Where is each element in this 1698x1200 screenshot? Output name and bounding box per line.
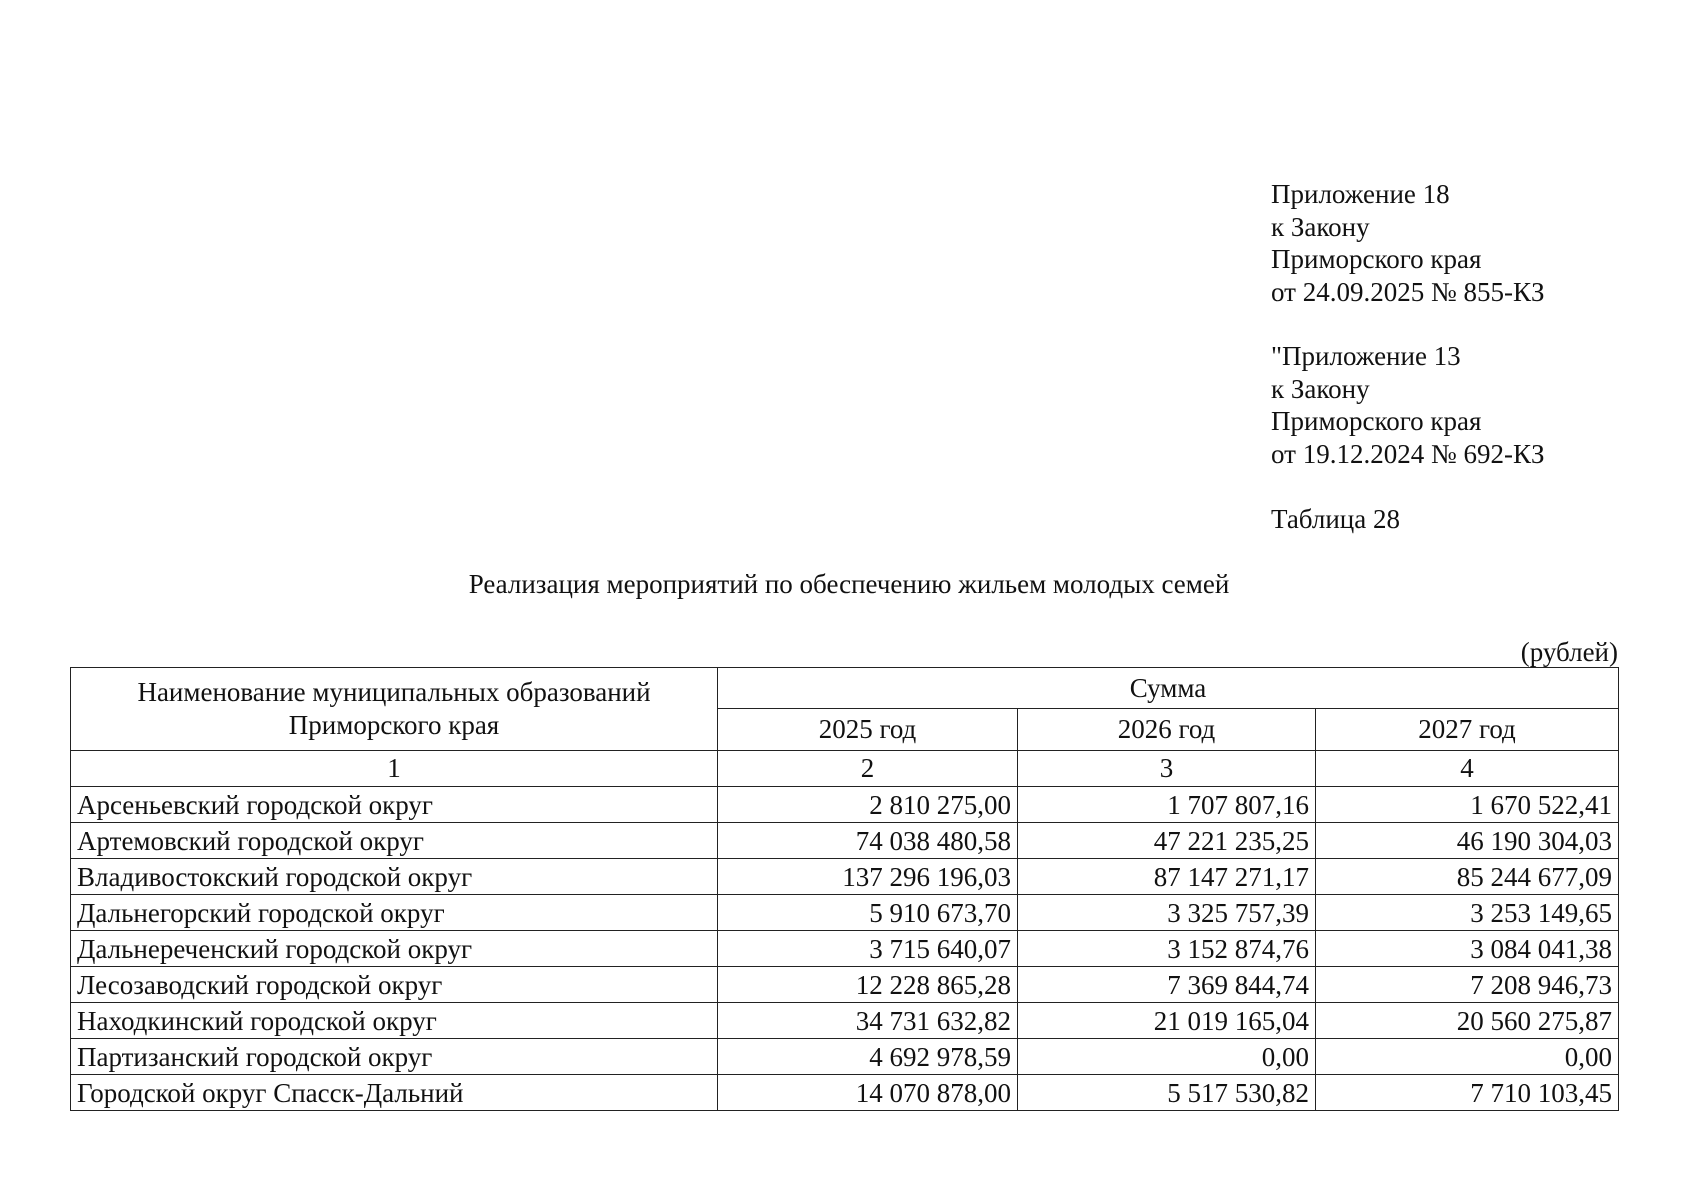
amount-2026: 1 707 807,16 xyxy=(1018,787,1316,823)
annex-original-line: Приморского края xyxy=(1271,406,1482,436)
annex-current-line: к Закону xyxy=(1271,211,1370,242)
municipality-name: Владивостокский городской округ xyxy=(71,859,718,895)
table-row xyxy=(71,931,1619,967)
amount-2026: 7 369 844,74 xyxy=(1018,967,1316,1003)
annex-current-block xyxy=(1271,178,1544,308)
annex-current-line: от 24.09.2025 № 855-КЗ xyxy=(1271,276,1545,307)
table-row xyxy=(71,967,1619,1003)
amount-2025: 4 692 978,59 xyxy=(718,1039,1018,1075)
table-row xyxy=(71,787,1619,823)
municipality-name: Дальнегорский городской округ xyxy=(71,895,718,931)
amount-2027: 85 244 677,09 xyxy=(1316,859,1619,895)
column-number-row xyxy=(71,751,1619,787)
amount-2026: 21 019 165,04 xyxy=(1018,1003,1316,1039)
amount-2026: 47 221 235,25 xyxy=(1018,823,1316,859)
amount-2026: 5 517 530,82 xyxy=(1018,1075,1316,1111)
name-header-line: Приморского края xyxy=(288,710,500,740)
column-number: 4 xyxy=(1316,751,1619,787)
year-header: 2027 год xyxy=(1316,709,1619,751)
amount-2026: 3 325 757,39 xyxy=(1018,895,1316,931)
municipality-name: Дальнереченский городской округ xyxy=(71,931,718,967)
amount-2025: 2 810 275,00 xyxy=(718,787,1018,823)
amount-2026: 0,00 xyxy=(1018,1039,1316,1075)
table-row xyxy=(71,895,1619,931)
amount-2027: 7 208 946,73 xyxy=(1316,967,1619,1003)
table-header-row xyxy=(71,668,1619,709)
units-label: (рублей) xyxy=(1520,637,1618,667)
column-number: 1 xyxy=(71,751,718,787)
name-column-header xyxy=(71,668,718,751)
municipality-name: Находкинский городской округ xyxy=(71,1003,718,1039)
amount-2027: 3 084 041,38 xyxy=(1316,931,1619,967)
municipality-name: Арсеньевский городской округ xyxy=(71,787,718,823)
annex-current-line: Приморского края xyxy=(1271,244,1482,274)
amount-2026: 3 152 874,76 xyxy=(1018,931,1316,967)
column-number: 3 xyxy=(1018,751,1316,787)
name-header-line: Наименование муниципальных образований xyxy=(137,677,651,707)
amount-2025: 3 715 640,07 xyxy=(718,931,1018,967)
table-row xyxy=(71,1039,1619,1075)
municipality-name: Городской округ Спасск-Дальний xyxy=(71,1075,718,1111)
amount-2027: 0,00 xyxy=(1316,1039,1619,1075)
table-number: Таблица 28 xyxy=(1271,504,1400,534)
column-number: 2 xyxy=(718,751,1018,787)
amount-2025: 137 296 196,03 xyxy=(718,859,1018,895)
table-row xyxy=(71,859,1619,895)
table-row xyxy=(71,1075,1619,1111)
municipality-name: Партизанский городской округ xyxy=(71,1039,718,1075)
amount-2025: 12 228 865,28 xyxy=(718,967,1018,1003)
table-row xyxy=(71,1003,1619,1039)
municipality-name: Артемовский городской округ xyxy=(71,823,718,859)
amount-2026: 87 147 271,17 xyxy=(1018,859,1316,895)
amount-2027: 3 253 149,65 xyxy=(1316,895,1619,931)
annex-original-block xyxy=(1271,340,1544,470)
amount-2027: 1 670 522,41 xyxy=(1316,787,1619,823)
amount-2025: 5 910 673,70 xyxy=(718,895,1018,931)
annex-current-line: Приложение 18 xyxy=(1271,179,1450,209)
year-header: 2025 год xyxy=(718,709,1018,751)
annex-original-line: к Закону xyxy=(1271,373,1370,404)
municipality-name: Лесозаводский городской округ xyxy=(71,967,718,1003)
amount-2027: 7 710 103,45 xyxy=(1316,1075,1619,1111)
document-title: Реализация мероприятий по обеспечению жильем молодых семей xyxy=(468,569,1230,599)
sum-column-header: Сумма xyxy=(718,668,1619,709)
year-header: 2026 год xyxy=(1018,709,1316,751)
table-row xyxy=(71,823,1619,859)
amount-2025: 14 070 878,00 xyxy=(718,1075,1018,1111)
amount-2025: 34 731 632,82 xyxy=(718,1003,1018,1039)
annex-original-line: от 19.12.2024 № 692-КЗ xyxy=(1271,438,1545,469)
budget-table xyxy=(70,667,1619,1111)
annex-original-line: "Приложение 13 xyxy=(1271,341,1461,371)
amount-2027: 46 190 304,03 xyxy=(1316,823,1619,859)
amount-2025: 74 038 480,58 xyxy=(718,823,1018,859)
amount-2027: 20 560 275,87 xyxy=(1316,1003,1619,1039)
